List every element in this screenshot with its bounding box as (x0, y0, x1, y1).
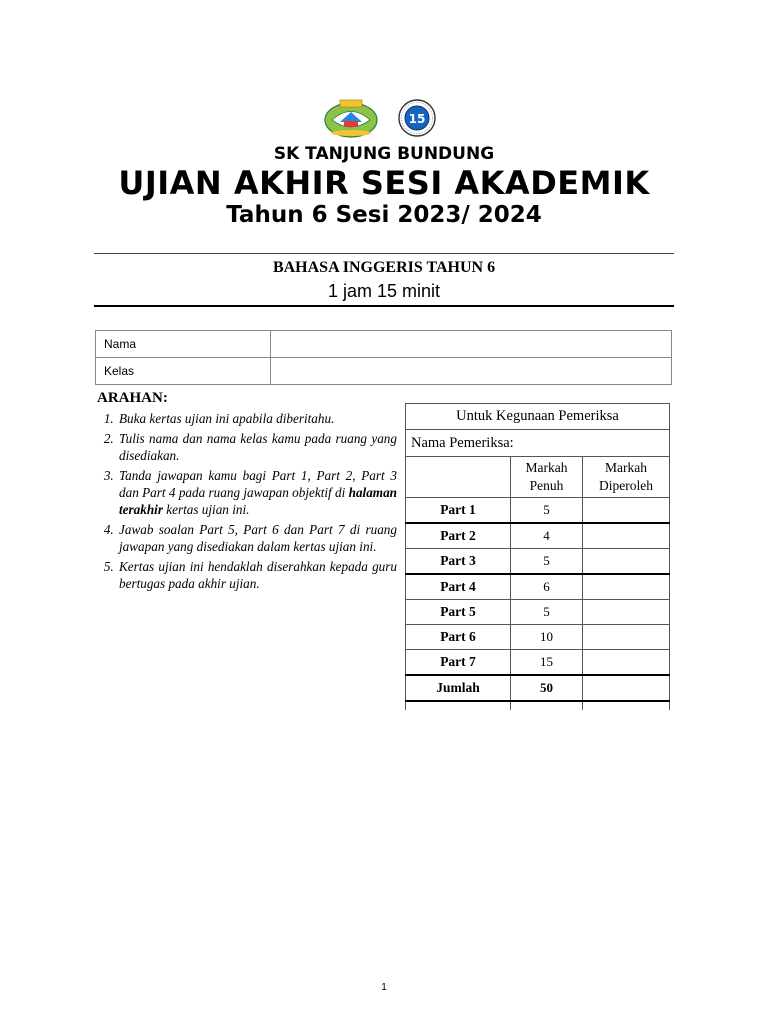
part-label: Part 2 (406, 523, 511, 549)
svg-text:15: 15 (408, 112, 426, 126)
part-column-header (406, 457, 511, 498)
part-label: Part 3 (406, 549, 511, 575)
obtained-marks-cell[interactable] (583, 549, 670, 575)
school-name: SK TANJUNG BUNDUNG (273, 144, 495, 164)
table-row (406, 650, 670, 676)
full-marks-cell: 5 (511, 549, 583, 575)
full-marks-cell: 6 (511, 574, 583, 600)
total-obtained-marks[interactable] (583, 675, 670, 701)
instruction-text: Tanda jawapan kamu bagi Part 1, Part 2, Part 3 dan Part 4 pada ruang jawapan objektif di (119, 468, 397, 500)
full-marks-cell: 5 (511, 498, 583, 524)
subject-title: BAHASA INGGERIS TAHUN 6 (272, 259, 496, 276)
instruction-item: 2. Tulis nama dan nama kelas kamu pada ruang yang disediakan. (117, 430, 397, 464)
obtained-marks-cell[interactable] (583, 498, 670, 524)
filler-cell (406, 701, 511, 710)
instruction-item: 5. Kertas ujian ini hendaklah diserahkan kepada guru bertugas pada akhir ujian. (117, 558, 397, 592)
part-label: Part 7 (406, 650, 511, 676)
year-session: Tahun 6 Sesi 2023/ 2024 (226, 202, 542, 228)
divider-bottom (94, 305, 674, 307)
obtained-marks-cell[interactable] (583, 625, 670, 650)
obtained-marks-cell[interactable] (583, 574, 670, 600)
divider-top (94, 253, 674, 254)
table-row (406, 600, 670, 625)
obtained-marks-header: Markah Diperoleh (583, 457, 670, 498)
table-row (406, 625, 670, 650)
instruction-emphasis: halaman terakhir (119, 485, 397, 517)
instruction-item (117, 467, 397, 518)
obtained-marks-cell[interactable] (583, 600, 670, 625)
instruction-text: kertas ujian ini. (162, 502, 250, 517)
table-row (406, 498, 670, 524)
examiner-name-label[interactable]: Nama Pemeriksa: (406, 430, 670, 457)
examiner-table-title: Untuk Kegunaan Pemeriksa (406, 404, 670, 430)
logo-row (0, 98, 768, 138)
class-field[interactable] (271, 358, 672, 385)
exam-title: UJIAN AKHIR SESI AKADEMIK (118, 164, 650, 202)
full-marks-header: Markah Penuh (511, 457, 583, 498)
part-label: Part 4 (406, 574, 511, 600)
filler-cell (583, 701, 670, 710)
part-label: Part 1 (406, 498, 511, 524)
total-full-marks: 50 (511, 675, 583, 701)
name-row (96, 331, 672, 358)
exam-duration: 1 jam 15 minit (327, 281, 441, 301)
examiner-marks-table (405, 403, 670, 710)
full-marks-cell: 5 (511, 600, 583, 625)
class-label: Kelas (96, 358, 271, 385)
table-row (406, 523, 670, 549)
instruction-item: 4. Jawab soalan Part 5, Part 6 dan Part 7 di ruang jawapan yang disediakan dalam kertas ujian ini. (117, 521, 397, 555)
name-field[interactable] (271, 331, 672, 358)
instruction-item: 1. Buka kertas ujian ini apabila diberitahu. (117, 410, 397, 427)
obtained-marks-cell[interactable] (583, 523, 670, 549)
table-row (406, 549, 670, 575)
circular-badge-15-logo-icon (388, 98, 446, 138)
part-label: Part 5 (406, 600, 511, 625)
student-info-table (95, 330, 672, 385)
total-row (406, 675, 670, 701)
full-marks-cell: 15 (511, 650, 583, 676)
table-row (406, 574, 670, 600)
page-number: 1 (381, 982, 387, 993)
instructions-title: ARAHAN: (97, 390, 168, 406)
total-label: Jumlah (406, 675, 511, 701)
school-crest-logo-icon (322, 98, 380, 138)
full-marks-cell: 10 (511, 625, 583, 650)
name-label: Nama (96, 331, 271, 358)
table-filler-row (406, 701, 670, 710)
obtained-marks-cell[interactable] (583, 650, 670, 676)
instructions-list (100, 410, 397, 595)
full-marks-cell: 4 (511, 523, 583, 549)
class-row (96, 358, 672, 385)
filler-cell (511, 701, 583, 710)
part-label: Part 6 (406, 625, 511, 650)
